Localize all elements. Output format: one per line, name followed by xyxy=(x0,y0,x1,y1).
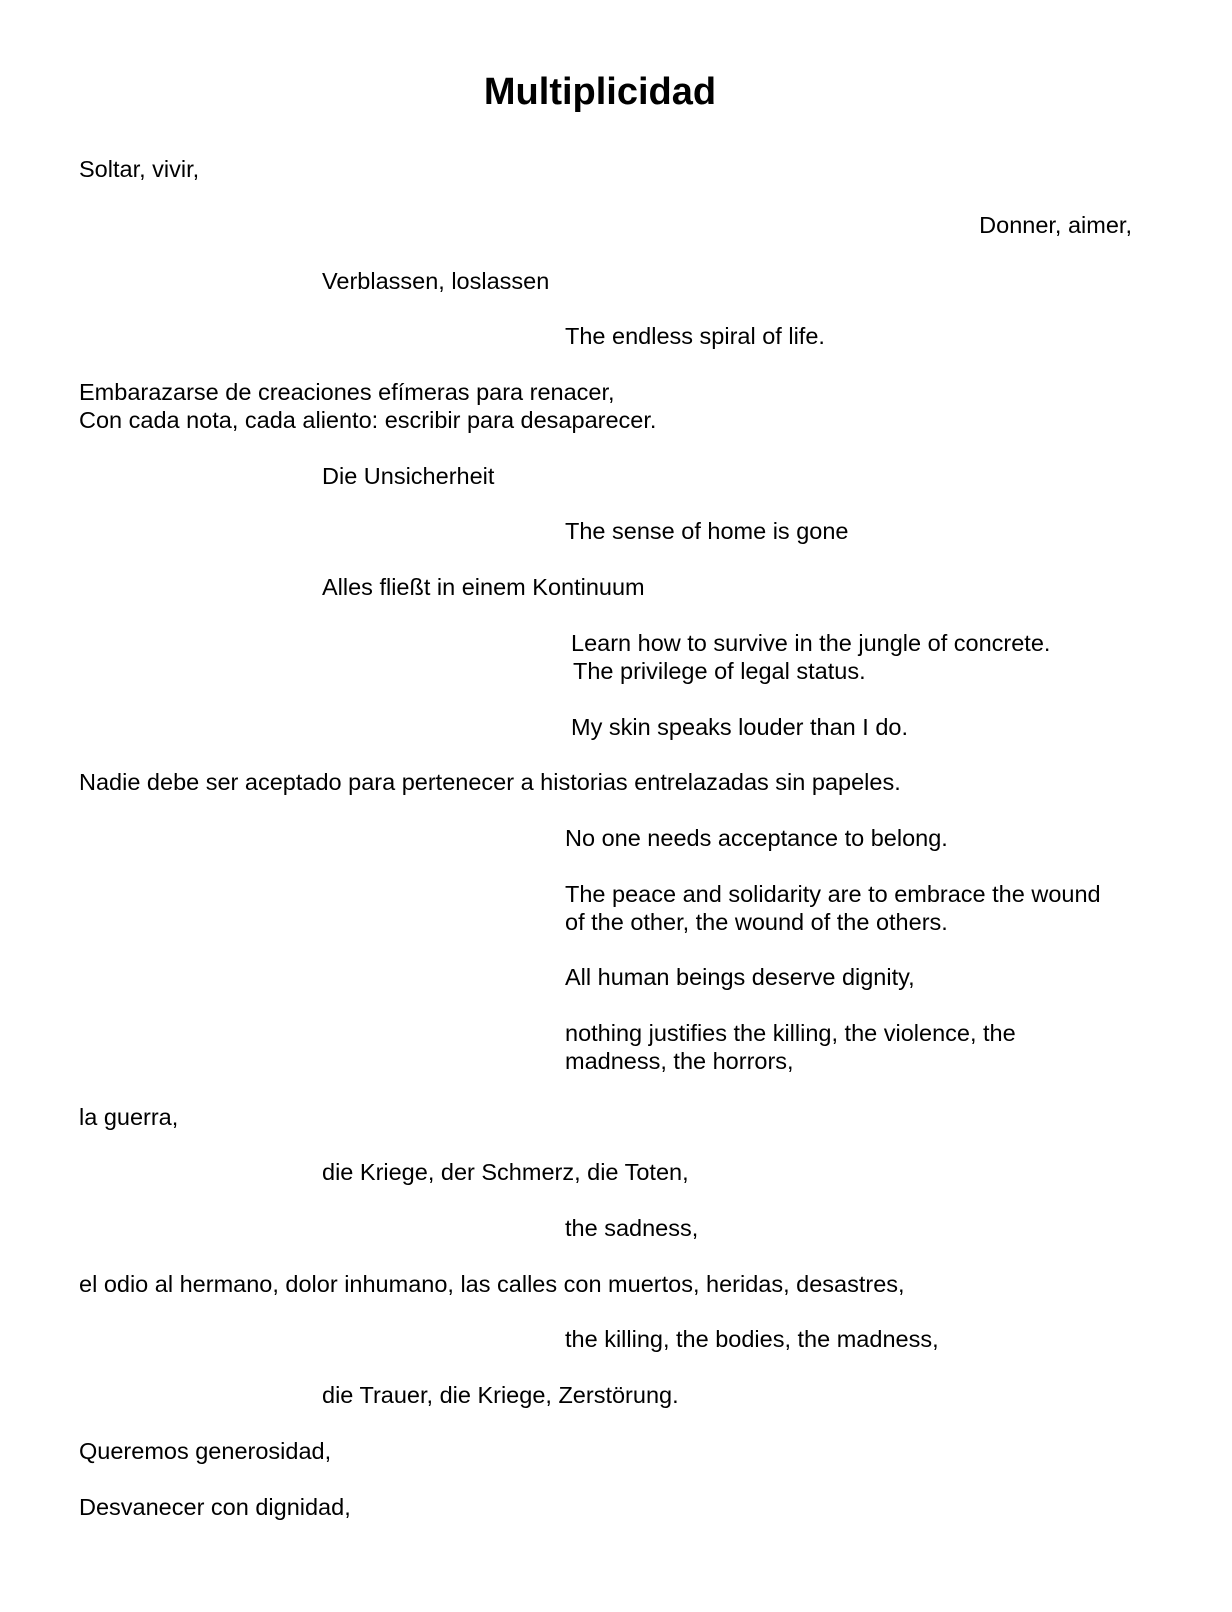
poem-line: Alles fließt in einem Kontinuum xyxy=(322,574,645,600)
poem-line: The endless spiral of life. xyxy=(565,323,825,349)
poem-line: Learn how to survive in the jungle of concrete. xyxy=(571,630,1051,656)
poem-line: nothing justifies the killing, the violence, the xyxy=(565,1020,1016,1046)
poem-line: the killing, the bodies, the madness, xyxy=(565,1326,939,1352)
poem-line: Desvanecer con dignidad, xyxy=(79,1494,351,1520)
poem-line: The sense of home is gone xyxy=(565,518,849,544)
poem-line: Die Unsicherheit xyxy=(322,463,495,489)
poem-line: Embarazarse de creaciones efímeras para renacer, xyxy=(79,379,615,405)
poem-line: Nadie debe ser aceptado para pertenecer a historias entrelazadas sin papeles. xyxy=(79,769,901,795)
poem-line: el odio al hermano, dolor inhumano, las calles con muertos, heridas, desastres, xyxy=(79,1271,905,1297)
poem-line: madness, the horrors, xyxy=(565,1048,794,1074)
poem-line: Donner, aimer, xyxy=(979,212,1132,238)
poem-title: Multiplicidad xyxy=(483,71,717,113)
poem-line: The peace and solidarity are to embrace the wound xyxy=(565,881,1101,907)
poem-line: My skin speaks louder than I do. xyxy=(571,714,909,740)
poem-line: Queremos generosidad, xyxy=(79,1438,332,1464)
poem-line: All human beings deserve dignity, xyxy=(565,964,915,990)
poem-line: die Kriege, der Schmerz, die Toten, xyxy=(322,1159,689,1185)
poem-line: die Trauer, die Kriege, Zerstörung. xyxy=(322,1382,679,1408)
poem-line: No one needs acceptance to belong. xyxy=(565,825,948,851)
poem-line: of the other, the wound of the others. xyxy=(565,909,948,935)
poem-line: Soltar, vivir, xyxy=(79,156,200,182)
poem-line: Verblassen, loslassen xyxy=(322,268,550,294)
poem-line: Con cada nota, cada aliento: escribir para desaparecer. xyxy=(79,407,657,433)
poem-line: the sadness, xyxy=(565,1215,699,1241)
poem-line: The privilege of legal status. xyxy=(573,658,866,684)
poem-line: la guerra, xyxy=(79,1104,179,1130)
